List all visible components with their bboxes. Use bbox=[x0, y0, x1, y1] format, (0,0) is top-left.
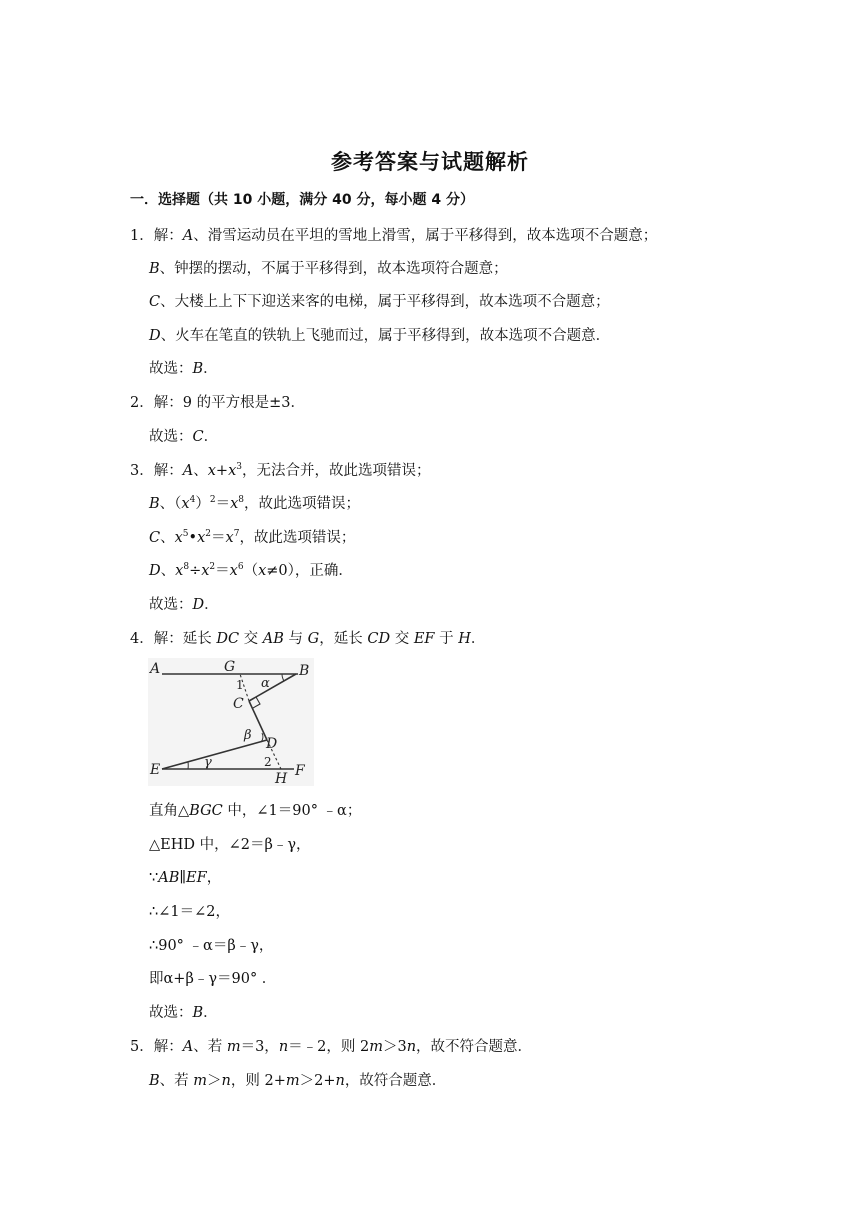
q4-step-6: 即α+β﹣γ＝90° ． bbox=[149, 971, 277, 987]
q4-step-4: ∴∠1＝∠2， bbox=[149, 904, 230, 920]
q5-option-b: B、若 m＞n，则 2+m＞2+n，故符合题意． bbox=[149, 1073, 447, 1089]
label-d: D bbox=[266, 736, 278, 752]
q3-option-d: D、$x^8\div x^2=x^6(x\ne 0)$，正确． bbox=[149, 562, 353, 579]
q3-answer: 故选：D． bbox=[149, 597, 219, 613]
geometry-figure bbox=[148, 658, 314, 786]
q1-option-a: 1．解：A、滑雪运动员在平坦的雪地上滑雪，属于平移得到，故本选项不合题意； bbox=[130, 228, 658, 244]
q4-construction: 4．解：延长 DC 交 AB 与 G，延长 CD 交 EF 于 H． bbox=[130, 631, 486, 647]
label-angle-2: 2 bbox=[264, 755, 272, 769]
label-beta: β bbox=[244, 728, 252, 743]
label-g: G bbox=[224, 659, 236, 675]
q2-solution: 2．解：9 的平方根是±3． bbox=[130, 395, 305, 411]
label-angle-1: 1 bbox=[236, 678, 244, 692]
label-b: B bbox=[299, 663, 310, 679]
q1-option-b: B、钟摆的摆动，不属于平移得到，故本选项符合题意； bbox=[149, 261, 508, 277]
q1-answer: 故选：B． bbox=[149, 361, 218, 377]
label-gamma: γ bbox=[204, 755, 212, 770]
q4-step-2: △EHD 中，∠2＝β﹣γ， bbox=[149, 837, 311, 853]
q4-answer: 故选：B． bbox=[149, 1005, 218, 1021]
label-a: A bbox=[150, 661, 161, 677]
q1-option-c: C、大楼上上下下迎送来客的电梯，属于平移得到，故本选项不合题意； bbox=[149, 294, 610, 310]
q4-step-5: ∴90° ﹣α＝β﹣γ， bbox=[149, 938, 274, 954]
page-title: 参考答案与试题解析 bbox=[331, 150, 529, 174]
q3-option-b: B、$(x^4)^2=x^8$，故此选项错误； bbox=[149, 495, 360, 512]
label-c: C bbox=[233, 696, 244, 712]
q1-option-d: D、火车在笔直的铁轨上飞驰而过，属于平移得到，故本选项不合题意． bbox=[149, 328, 611, 344]
label-h: H bbox=[275, 771, 288, 786]
q5-option-a: 5．解：A、若 m＝3，n＝﹣2，则 2m＞3n，故不符合题意． bbox=[130, 1039, 533, 1055]
label-f: F bbox=[295, 763, 305, 779]
q3-option-a: 3．解：A、$x+x^3$，无法合并，故此选项错误； bbox=[130, 462, 431, 479]
q3-option-c: C、$x^5•x^2=x^7$，故此选项错误； bbox=[149, 529, 356, 546]
q4-step-1: 直角△BGC 中，∠1＝90° ﹣α； bbox=[149, 803, 362, 819]
section-heading: 一．选择题（共 10 小题，满分 40 分，每小题 4 分） bbox=[130, 192, 474, 208]
label-e: E bbox=[150, 762, 161, 778]
q4-step-3: ∵AB∥EF， bbox=[149, 870, 222, 886]
q2-answer: 故选：C． bbox=[149, 429, 219, 445]
label-alpha: α bbox=[261, 676, 270, 691]
